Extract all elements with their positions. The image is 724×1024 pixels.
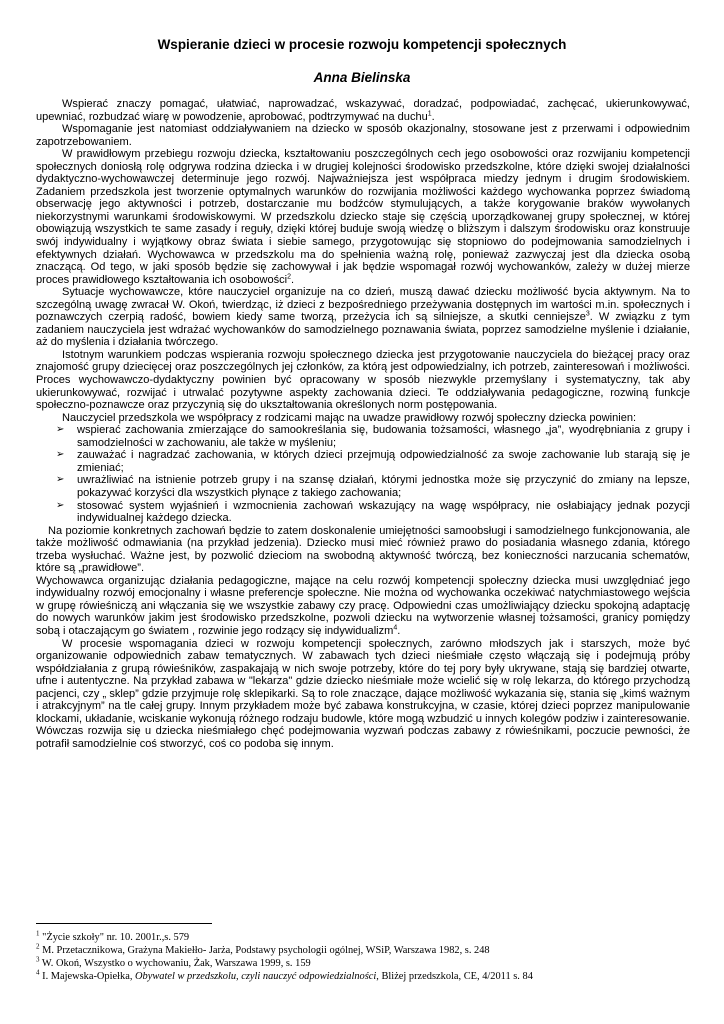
paragraph-8: Wychowawca organizując działania pedagogiczne, mające na celu rozwój kompetencji społeczny dziecka musi uwzględniać jego indywidualny rozwój emocjonalny i własne preferencje społeczne. Nie można od wychowanka oczekiwać natychmiastowego wejścia w grupę rówieśniczą ani włączania się we wszystkie zabawy czy pracę. Odpowiedni czas umożliwiający dziecku spokojną adaptację do nowych warunków jakim jest środowisko przedszkolne, pozwoli dziecku na wytworzenie własnej tożsamości, granicy pomiędzy sobą i otaczającym go światem , rozwinie jego rodzący się indywidualizm$^4$.: [36, 574, 690, 637]
paragraph-1: Wspierać znaczy pomagać, ułatwiać, naprowadzać, wskazywać, doradzać, podpowiadać, zachęcać, ukierunkowywać, upewniać, rozbudzać wiarę w powodzenie, aprobować, podtrzymywać na duchu$^1$.: [36, 98, 690, 123]
paragraph-5: Istotnym warunkiem podczas wspierania rozwoju społecznego dziecka jest przygotowanie nauczyciela do bieżącej pracy oraz znajomość grupy dziecięcej oraz poszczególnych jej członków, za którą jest odpowiedzialny, ich potrzeb, zainteresowań i możliwości. Proces wychowawczo-dydaktyczny powinien być opracowany w sposób niezwykle przemyślany i systematyczny, tak aby ukierunkowywać, rozwijać i utrwalać pozytywne aspekty zachowania dzieci. Te oddziaływania pedagogiczne, rozwiną funkcje społeczno-poznawcze oraz przyczynią się do ukształtowania określonych norm postępowania.: [36, 348, 690, 412]
footnote-2: $^2$ M. Przetacznikowa, Grażyna Makiełło- Jarża, Podstawy psychologii ogólnej, WSiP, Warszawa 1982, s. 248: [36, 942, 490, 956]
paragraph-3: W prawidłowym przebiegu rozwoju dziecka, kształtowaniu poszczególnych cech jego osobowości oraz rozwijaniu kompetencji społecznych doniosłą rolę odgrywa rodzina dziecka i w drugiej kolejności środowisko przedszkolne, które dzięki swojej działalności dydaktyczno-wychowawczej determinuje jego rozwój. Najważniejsza jest współpraca miedzy jednym i drugim środowiskiem. Zadaniem przedszkola jest tworzenie optymalnych warunków do rozwijania możliwości każdego wychowanka poprzez świadomą obserwację jego aktywności i potrzeb, dostarczanie mu bodźców stymulujących, a także korygowanie braków wywołanych niekorzystnymi warunkami środowiskowymi. W przedszkolu dziecko staje się częścią uporządkowanej grupy społecznej, w której obowiązują wszystkich te same zasady i reguły, dzięki której buduje swoją wiedzę o bliższym i dalszym środowisku oraz konstruuje swój indywidualny i wyjątkowy obraz świata i siebie samego, przygotowując się stopniowo do podejmowania samodzielnych i efektywnych działań. Wychowawca w przedszkolu ma do spełnienia ważną rolę, ponieważ zazwyczaj jest dla dziecka osobą znaczącą. Od tego, w jaki sposób będzie się zachowywał i jak będzie wspomagał rozwój wychowanków, zależy w dużej mierze proces prawidłowego kształtowania ich osobowości$^2$.: [36, 148, 690, 286]
paragraph-9: W procesie wspomagania dzieci w rozwoju kompetencji społecznych, zarówno młodszych jak i starszych, może być organizowanie odpowiednich zabaw tematycznych. W zabawach tych dzieci nieśmiałe często włączają się i podejmują próby współdziałania z grupą rówieśników, zaspakajają w nich swoje potrzeby, które do tej pory były ukrywane, stają się bardziej otwarte, ufne i autentyczne. Na przykład zabawa w "lekarza" gdzie dziecko nieśmiałe może wcielić się w rolę lekarza, do którego przychodzą pacjenci, czy „ sklep” gdzie przyjmuje rolę sklepikarki. Są to role znaczące, dające możliwość wykazania się, stania się „kimś ważnym i atrakcyjnym” na tle całej grupy. Innym przykładem może być zabawa konstrukcyjna, w czasie, której dzieci poprzez manipulowanie klockami, układanie, wciskanie wykonują różnego rodzaju budowle, które mogą wzbudzić u innych kolegów podziw i zainteresowanie. Wówczas rozwija się u dziecka nieśmiałego chęć podejmowania wyzwań podczas zabawy z rówieśnikami, poczucie pewności, że potrafił samodzielnie coś stworzyć, coś co podoba się innym.: [36, 637, 690, 750]
arrow-bullet-icon: ➢: [56, 474, 65, 486]
list-item: ➢ uwrażliwiać na istnienie potrzeb grupy i na szansę działań, którymi jednostka może się przyczynić do zmiany na lepsze, pokazywać korzyści dla wszystkich płynące z takiego zachowania;: [56, 474, 690, 499]
paragraph-6: Nauczyciel przedszkola we współpracy z rodzicami mając na uwadze prawidłowy rozwój społeczny dziecka powinien:: [62, 411, 637, 424]
list-item: ➢ zauważać i nagradzać zachowania, w których dzieci przejmują odpowiedzialność za swoje zachowanie lub starają się je zmieniać;: [56, 449, 690, 474]
author-name: Anna Bielinska: [313, 70, 411, 85]
paragraph-7: Na poziomie konkretnych zachowań będzie to zatem doskonalenie umiejętności samoobsługi i samodzielnego funkcjonowania, ale także możliwość odmawiania (na przykład jedzenia). Dziecko musi mieć również prawo do posiadania własnego zdania, którego trzeba wysłuchać. Ważne jest, by pozwolić dzieciom na swobodną aktywność twórczą, bez konieczności narzucania schematów, które są „prawidłowe”.: [36, 524, 690, 575]
footnote-ref-4[interactable]: 4: [393, 624, 398, 632]
list-item: ➢ stosować system wyjaśnień i wzmocnienia zachowań wskazujący na wagę współpracy, nie osłabiający jednak pozycji indywidualnej każdego dziecka.: [56, 499, 690, 525]
bullet-list: [36, 424, 690, 524]
list-item: ➢ wspierać zachowania zmierzające do samookreślania się, budowania tożsamości, własnego „ja”, wyodrębniania z grupy i samodzielności w zachowaniu, ale także w myśleniu;: [56, 424, 690, 449]
footnote-3: $^3$ W. Okoń, Wszystko o wychowaniu, Żak, Warszawa 1999, s. 159: [36, 955, 311, 969]
document-title: Wspieranie dzieci w procesie rozwoju kompetencji społecznych: [157, 37, 567, 52]
footnote-1: $^1$ "Życie szkoły" nr. 10. 2001r.,s. 579: [36, 929, 190, 943]
arrow-bullet-icon: ➢: [56, 449, 65, 461]
footnote-ref-2[interactable]: 2: [287, 272, 292, 280]
paragraph-4: Sytuacje wychowawcze, które nauczyciel organizuje na co dzień, muszą dawać dziecku możliwość bycia aktywnym. Na to szczególną uwagę zwracał W. Okoń, twierdząc, iż dzieci z bezpośredniego przeżywania dostępnych im wartości m.in. społecznych i poznawczych czerpią radość, bowiem kiedy same tworzą, przeżycia ich są silniejsze, a skutki cenniejsze$^3$. W związku z tym zadaniem nauczyciela jest wdrażać wychowanków do samodzielnego poznawania świata, poprzez samodzielne myślenie i działanie, aż do myślenia i działania twórczego.: [36, 286, 690, 349]
footnote-ref-1[interactable]: 1: [427, 109, 432, 117]
document-body: [36, 98, 690, 750]
footnote-separator: [36, 923, 212, 924]
footnote-4: $^4$ I. Majewska-Opiełka, Obywatel w przedszkolu, czyli nauczyć odpowiedzialności, Bliżej przedszkola, CE, 4/2011 s. 84: [36, 968, 533, 982]
paragraph-2: Wspomaganie jest natomiast oddziaływaniem na dziecko w sposób okazjonalny, stosowane jest z przerwami i odpowiednim zapotrzebowaniem.: [36, 123, 690, 148]
arrow-bullet-icon: ➢: [56, 499, 65, 511]
footnotes: [36, 931, 690, 983]
arrow-bullet-icon: ➢: [56, 424, 65, 436]
footnote-ref-3[interactable]: 3: [585, 310, 590, 318]
